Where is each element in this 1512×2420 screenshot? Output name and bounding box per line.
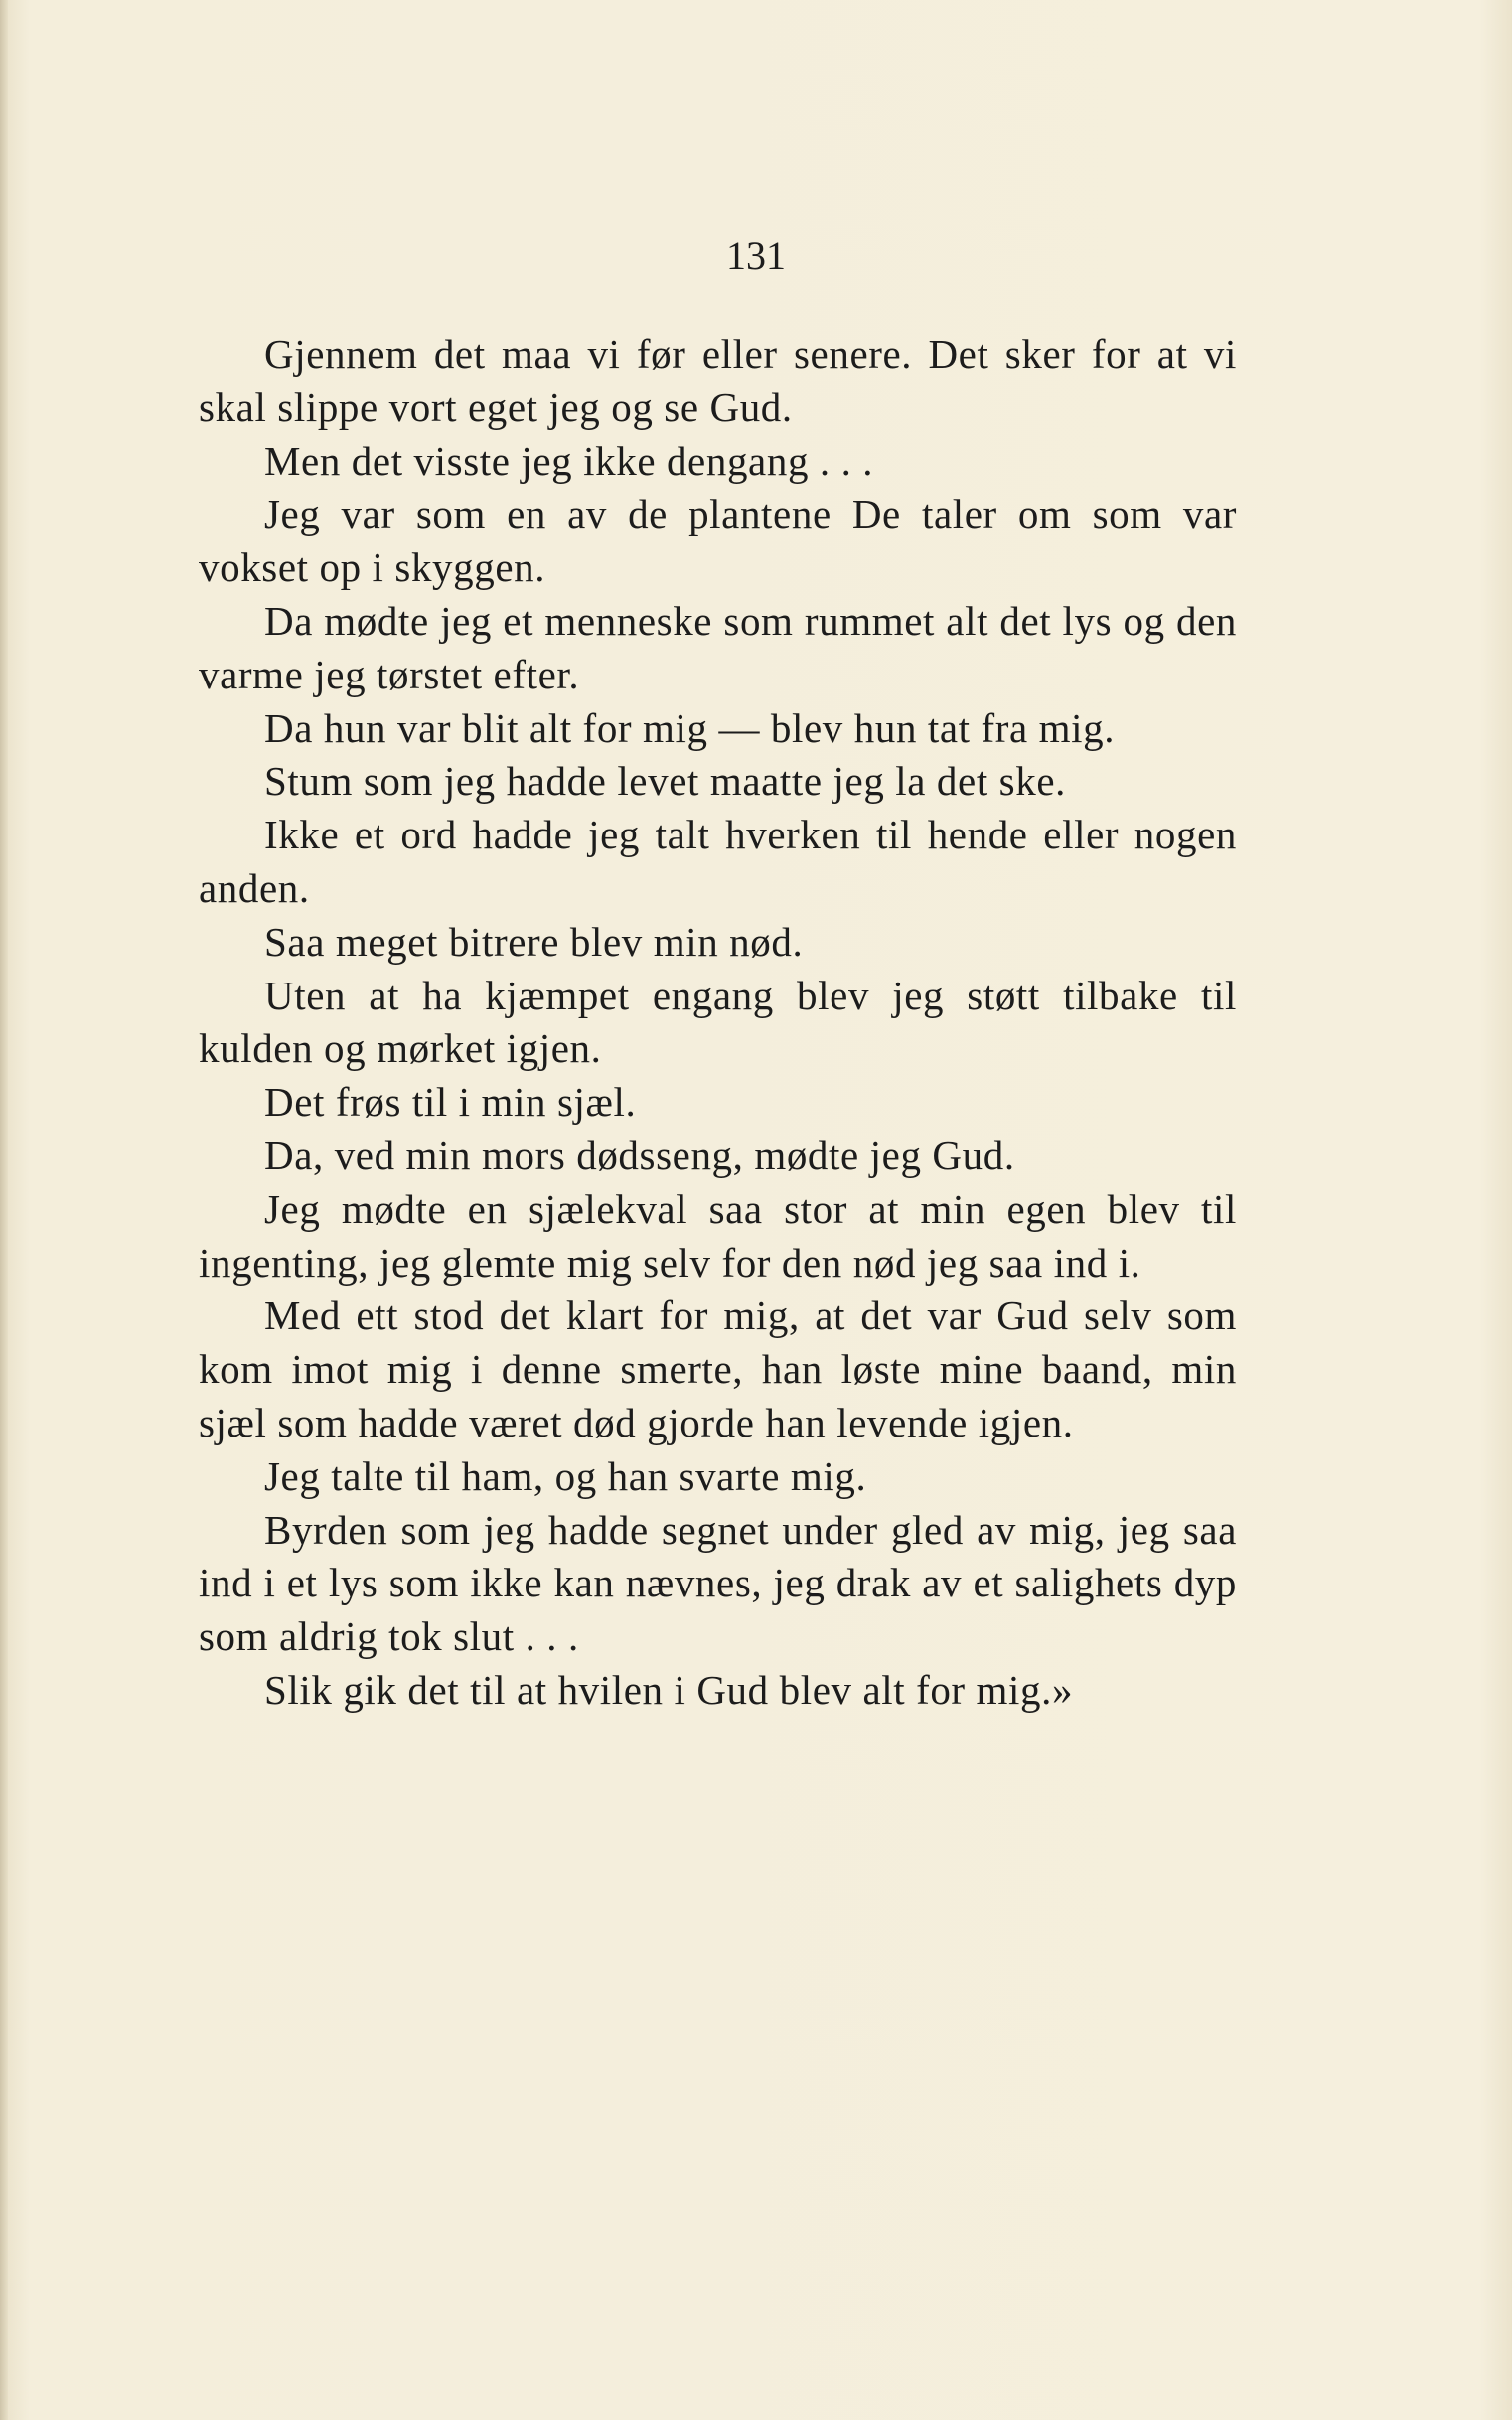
paragraph: Saa meget bitrere blev min nød. [264,918,804,965]
paragraph: Det frøs til i min sjæl. [264,1079,637,1126]
paragraph: Stum som jeg hadde levet maatte jeg la det ske. [264,758,1066,805]
page-edge [0,0,8,2420]
paragraph: Jeg talte til ham, og han svarte mig. [264,1452,867,1499]
body-text [199,328,1237,1718]
paragraph: Byrden som jeg hadde segnet under gled av mig, jeg saa ind i et lys som ikke kan nævnes, jeg drak av et salighets dyp som aldrig tok slut . . . [199,1506,1237,1660]
paragraph: Men det visste jeg ikke dengang . . . [264,437,874,484]
paragraph: Da hun var blit alt for mig — blev hun tat fra mig. [264,704,1116,751]
paragraph: Uten at ha kjæmpet engang blev jeg støtt tilbake til kulden og mørket igjen. [199,972,1237,1072]
paragraph: Da, ved min mors dødsseng, mødte jeg Gud. [264,1132,1015,1178]
paragraph: Jeg var som en av de plantene De taler om som var vokset op i skyggen. [199,491,1237,591]
paragraph: Da mødte jeg et menneske som rummet alt det lys og den varme jeg tørstet efter. [199,597,1237,697]
paragraph: Slik gik det til at hvilen i Gud blev alt for mig.» [264,1666,1074,1713]
page-number: 131 [726,233,786,278]
paragraph: Med ett stod det klart for mig, at det var Gud selv som kom imot mig i denne smerte, han løste mine baand, min sjæl som hadde været død gjorde han levende igjen. [199,1292,1237,1445]
paragraph: Ikke et ord hadde jeg talt hverken til hende eller nogen anden. [199,812,1237,911]
paragraph: Gjennem det maa vi før eller senere. Det sker for at vi skal slippe vort eget jeg og se Gud. [199,331,1237,430]
paragraph: Jeg mødte en sjælekval saa stor at min egen blev til ingenting, jeg glemte mig selv for den nød jeg saa ind i. [199,1185,1237,1286]
